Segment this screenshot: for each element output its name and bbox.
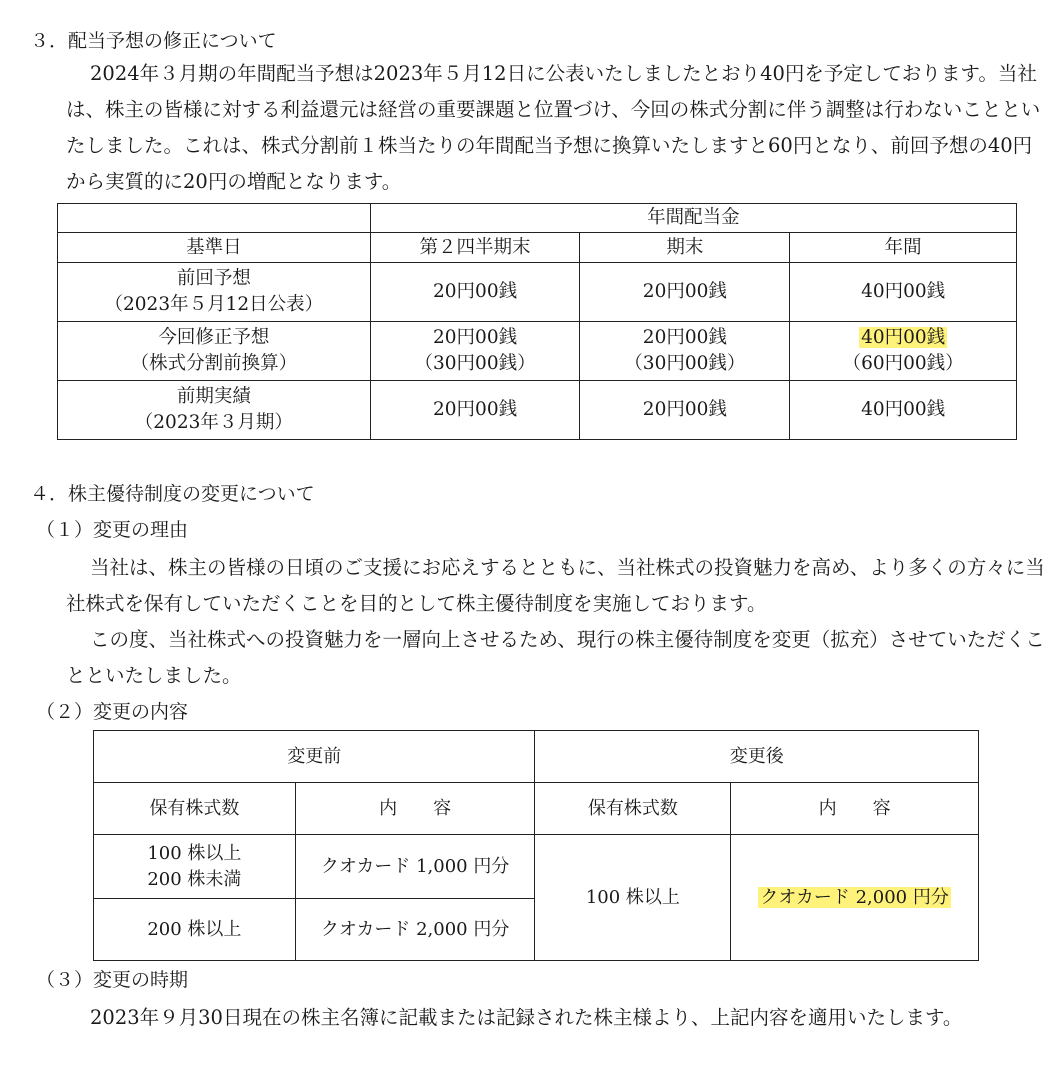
cell-year: 40円00銭 xyxy=(790,263,1017,322)
section3-heading: ３．配当予想の修正について xyxy=(30,30,277,52)
header-annual-dividend: 年間配当金 xyxy=(370,204,1016,233)
highlighted-value: 40円00銭 xyxy=(861,327,946,348)
header-content-before: 内 容 xyxy=(295,783,535,835)
cell-year xyxy=(790,322,1017,381)
cell-value-converted: （60円00銭） xyxy=(842,353,964,374)
shares-min: 100 株以上 xyxy=(147,842,242,864)
table-row xyxy=(94,835,979,899)
sub1-para1: 当社は、株主の皆様の日頃のご支援にお応えするとともに、当社株式の投資魅力を高め、より多くの方々に当社株式を保有していただくことを目的として株主優待制度を実施しております。 xyxy=(66,556,1045,615)
cell-year: 40円00銭 xyxy=(790,381,1017,440)
header-shares-after: 保有株式数 xyxy=(535,783,731,835)
table-row xyxy=(58,381,1017,440)
cell-q2 xyxy=(370,322,580,381)
header-before: 変更前 xyxy=(94,731,535,783)
cell-q2: 20円00銭 xyxy=(370,263,580,322)
header-content-after: 内 容 xyxy=(731,783,979,835)
shares-max: 200 株未満 xyxy=(147,868,242,890)
sub1-heading: （１）変更の理由 xyxy=(36,519,189,541)
section4-heading: ４．株主優待制度の変更について xyxy=(30,483,315,505)
table-row xyxy=(58,263,1017,322)
table-row xyxy=(58,322,1017,381)
row-label-sub: （2023年５月12日公表） xyxy=(104,294,324,315)
table-header-empty xyxy=(58,204,371,233)
cell-shares: 200 株以上 xyxy=(94,899,296,961)
row-label xyxy=(58,263,371,322)
row-label xyxy=(58,322,371,381)
header-term-end: 期末 xyxy=(580,233,790,263)
cell-content: クオカード 2,000 円分 xyxy=(295,899,535,961)
cell-value-converted: （30円00銭） xyxy=(414,353,536,374)
header-after: 変更後 xyxy=(535,731,979,783)
cell-shares xyxy=(94,835,296,899)
header-annual: 年間 xyxy=(790,233,1017,263)
benefit-table xyxy=(93,730,979,961)
cell-content: クオカード 1,000 円分 xyxy=(295,835,535,899)
section3-paragraph: 2024年３月期の年間配当予想は2023年５月12日に公表いたしましたとおり40円を予定しております。当社は、株主の皆様に対する利益還元は経営の重要課題と位置づけ、今回の株式分割に伴う調整は行わないことといたしました。これは、株式分割前１株当たりの年間配当予想に換算いたしますと60円となり、前回予想の40円から実質的に20円の増配となります。 xyxy=(66,62,1041,193)
cell-content-after xyxy=(731,835,979,961)
row-label-main: 今回修正予想 xyxy=(158,327,270,348)
row-label-sub: （株式分割前換算） xyxy=(130,353,298,374)
cell-q2: 20円00銭 xyxy=(370,381,580,440)
cell-value: 20円00銭 xyxy=(642,327,727,348)
sub2-heading: （２）変更の内容 xyxy=(36,701,189,723)
cell-value: 20円00銭 xyxy=(433,327,518,348)
cell-shares-after: 100 株以上 xyxy=(535,835,731,961)
row-label xyxy=(58,381,371,440)
row-label-sub: （2023年３月期） xyxy=(134,412,293,433)
header-q2-end: 第２四半期末 xyxy=(370,233,580,263)
cell-end xyxy=(580,322,790,381)
dividend-table xyxy=(57,203,1017,440)
sub1-para2: この度、当社株式への投資魅力を一層向上させるため、現行の株主優待制度を変更（拡充）させていただくことといたしました。 xyxy=(66,628,1045,687)
sub3-paragraph: 2023年９月30日現在の株主名簿に記載または記録された株主様より、上記内容を適用いたします。 xyxy=(90,1006,963,1029)
header-shares-before: 保有株式数 xyxy=(94,783,296,835)
sub3-heading: （３）変更の時期 xyxy=(36,969,189,991)
header-base-date: 基準日 xyxy=(58,233,371,263)
row-label-main: 前回予想 xyxy=(176,268,251,289)
row-label-main: 前期実績 xyxy=(176,386,251,407)
cell-value-converted: （30円00銭） xyxy=(624,353,746,374)
highlighted-value: クオカード 2,000 円分 xyxy=(760,886,949,908)
cell-end: 20円00銭 xyxy=(580,263,790,322)
cell-end: 20円00銭 xyxy=(580,381,790,440)
